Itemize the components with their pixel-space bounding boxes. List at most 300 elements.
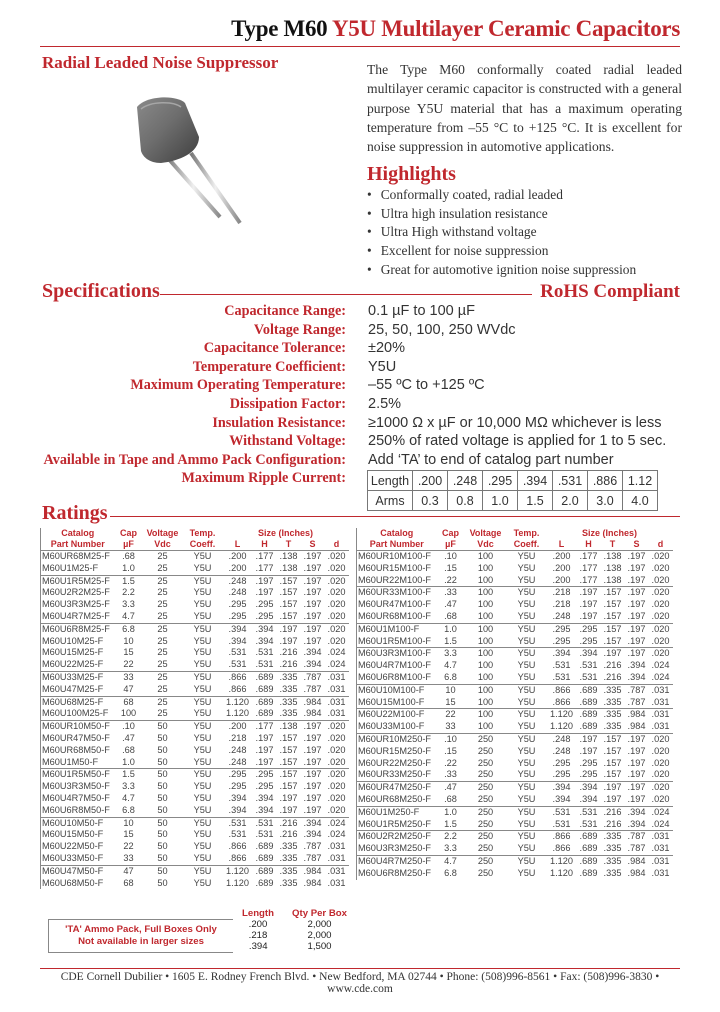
table-cell: .031 [649, 721, 673, 733]
table-row [357, 648, 673, 660]
table-cell: .689 [255, 877, 274, 888]
table-cell: 100 [477, 562, 494, 573]
ammo-length-cell: .394 [248, 941, 268, 952]
ripple-arms-cell: 0.3 [413, 491, 448, 511]
col-catalog: Catalog [380, 528, 414, 538]
table-cell: Y5U [183, 563, 223, 575]
table-row [41, 623, 349, 635]
table-cell: 2.2 [444, 831, 457, 842]
table-cell: .031 [325, 853, 349, 865]
table-cell: .394 [303, 647, 322, 658]
table-cell: 1.120 [226, 865, 249, 876]
col-H: H [253, 539, 277, 551]
spec-label: Available in Tape and Ammo Pack Configuration: [43, 451, 346, 468]
table-cell: .394 [255, 623, 274, 634]
table-cell: .157 [603, 587, 622, 598]
part-number-cell: M60U10M100-F [358, 684, 425, 695]
table-row [357, 819, 673, 831]
part-number-cell: M60UR68M250-F [357, 794, 437, 806]
table-cell: .394 [303, 817, 322, 828]
part-number-cell: M60U3R3M250-F [357, 843, 437, 855]
table-cell: .787 [625, 843, 649, 855]
table-cell: .157 [279, 744, 298, 755]
table-cell: .031 [649, 843, 673, 855]
table-cell: .531 [228, 647, 247, 658]
table-cell: .295 [552, 623, 571, 634]
table-cell: .197 [625, 575, 649, 587]
table-cell: .197 [601, 794, 625, 806]
table-cell: Y5U [193, 599, 212, 610]
part-number-cell: M60U1M100-F [358, 623, 420, 634]
table-cell: .216 [277, 659, 301, 671]
table-cell: .157 [277, 611, 301, 623]
spec-row [40, 396, 680, 415]
table-cell: 33 [123, 671, 134, 682]
table-cell: .394 [579, 648, 598, 659]
table-row [41, 878, 349, 890]
table-cell: 1.0 [115, 757, 143, 769]
table-cell: .394 [552, 782, 571, 793]
table-cell: Y5U [517, 648, 536, 659]
table-cell: .295 [577, 636, 601, 648]
table-cell: Y5U [193, 671, 212, 682]
table-cell: Y5U [193, 647, 212, 658]
table-cell: Y5U [193, 721, 212, 732]
table-cell: .295 [255, 781, 274, 792]
part-number-cell: M60U6R8M25-F [42, 623, 110, 634]
table-cell: 25 [157, 696, 168, 707]
table-cell: .216 [601, 819, 625, 831]
table-cell: 1.120 [223, 708, 253, 720]
table-cell: .197 [627, 733, 646, 744]
table-cell: .531 [579, 660, 598, 671]
spec-value: 0.1 µF to 100 µF [368, 303, 475, 319]
table-cell: 25 [143, 611, 183, 623]
table-cell: .197 [303, 721, 322, 732]
table-cell: .866 [547, 697, 577, 709]
table-cell: .394 [627, 806, 646, 817]
ripple-length-cell: .531 [553, 471, 588, 491]
table-cell: .335 [277, 684, 301, 696]
part-number-cell: M60U1M250-F [358, 806, 420, 817]
table-row [41, 745, 349, 757]
table-cell: .335 [601, 721, 625, 733]
part-number-cell: M60U2R2M250-F [358, 831, 432, 842]
table-row [357, 831, 673, 843]
table-cell: 100 [477, 551, 494, 561]
table-cell: .020 [327, 635, 346, 646]
table-cell: Y5U [517, 867, 536, 878]
table-row [41, 659, 349, 671]
table-cell: .024 [649, 819, 673, 831]
part-number-cell: M60U1R5M250-F [357, 819, 437, 831]
table-cell: 6.8 [115, 805, 143, 817]
table-cell: 1.5 [437, 636, 465, 648]
table-cell: .197 [301, 563, 325, 575]
page-title [0, 16, 680, 42]
table-cell: .197 [303, 575, 322, 586]
col-voltage: Voltage [146, 528, 179, 538]
table-cell: 250 [465, 819, 507, 831]
title-main: Y5U Multilayer Ceramic Capacitors [331, 16, 680, 41]
table-cell: .689 [255, 696, 274, 707]
table-cell: 1.120 [550, 867, 573, 878]
table-cell: .335 [601, 843, 625, 855]
table-cell: Y5U [507, 819, 547, 831]
table-row [41, 636, 349, 648]
table-cell: .15 [444, 562, 457, 573]
part-number-cell: M60U22M100-F [358, 709, 425, 720]
table-row [357, 672, 673, 684]
table-cell: .024 [327, 829, 346, 840]
table-cell: .020 [327, 587, 346, 598]
table-cell: .689 [577, 843, 601, 855]
spec-value: 2.5% [368, 396, 402, 412]
table-cell: .394 [303, 829, 322, 840]
part-number-cell: M60U10M50-F [42, 817, 104, 828]
table-cell: 25 [157, 575, 168, 586]
table-cell: .394 [223, 805, 253, 817]
ratings-table-right [356, 528, 673, 880]
table-cell: .984 [627, 709, 646, 720]
table-row [357, 575, 673, 587]
table-cell: .031 [327, 696, 346, 707]
table-cell: .197 [625, 769, 649, 781]
table-cell: .394 [255, 792, 274, 803]
table-cell: 22 [123, 841, 134, 852]
table-cell: .394 [301, 659, 325, 671]
ripple-arms-cell: 4.0 [623, 491, 658, 511]
table-cell: .024 [651, 806, 670, 817]
table-cell: 25 [143, 659, 183, 671]
table-cell: .138 [279, 721, 298, 732]
table-cell: .020 [327, 792, 346, 803]
table-cell: Y5U [507, 794, 547, 806]
table-cell: .15 [444, 745, 457, 756]
part-number-cell: M60U1R5M100-F [357, 636, 437, 648]
table-cell: 1.120 [550, 709, 573, 720]
table-cell: .218 [228, 732, 247, 743]
table-row [357, 660, 673, 672]
part-number-cell: M60UR33M100-F [358, 587, 432, 598]
table-cell: 4.7 [122, 792, 135, 803]
table-cell: 100 [477, 648, 494, 659]
ripple-length-cell: .295 [483, 471, 518, 491]
table-cell: 1.120 [226, 877, 249, 888]
table-row [41, 817, 349, 829]
table-row [41, 757, 349, 769]
table-cell: Y5U [517, 551, 536, 561]
table-cell: .197 [253, 757, 277, 769]
table-cell: 50 [157, 841, 168, 852]
table-cell: 100 [477, 709, 494, 720]
table-cell: .020 [651, 551, 670, 561]
table-cell: 4.7 [444, 855, 457, 866]
col-d: d [649, 539, 673, 551]
table-cell: Y5U [517, 623, 536, 634]
table-cell: .689 [255, 865, 274, 876]
table-cell: .157 [601, 636, 625, 648]
table-cell: .020 [327, 599, 346, 610]
table-cell: .216 [603, 806, 622, 817]
table-cell: .47 [122, 732, 135, 743]
table-cell: 33 [437, 721, 465, 733]
table-cell: .157 [279, 769, 298, 780]
table-cell: .020 [327, 769, 346, 780]
part-number-cell: M60U1M25-F [41, 563, 115, 575]
table-cell: .394 [625, 672, 649, 684]
table-cell: .197 [303, 781, 322, 792]
table-cell: Y5U [517, 855, 536, 866]
table-cell: .020 [651, 599, 670, 610]
table-cell: .197 [627, 562, 646, 573]
part-number-cell: M60U22M25-F [41, 659, 115, 671]
table-cell: Y5U [193, 635, 212, 646]
table-cell: .689 [255, 841, 274, 852]
table-cell: .295 [552, 757, 571, 768]
table-cell: 50 [157, 792, 168, 803]
table-row [357, 709, 673, 721]
ripple-length-cell: .394 [518, 471, 553, 491]
ammo-qty-header: Qty Per Box [292, 908, 347, 919]
ratings-title: Ratings [42, 502, 108, 524]
ammo-length-cell: .200 [248, 919, 268, 930]
table-cell: 25 [157, 647, 168, 658]
table-cell: .47 [444, 599, 457, 610]
table-cell: .984 [303, 696, 322, 707]
table-cell: .197 [255, 575, 274, 586]
table-cell: .335 [603, 684, 622, 695]
table-cell: Y5U [193, 829, 212, 840]
table-cell: .335 [279, 696, 298, 707]
table-cell: 50 [157, 769, 168, 780]
spec-row [40, 340, 680, 359]
table-cell: .335 [279, 841, 298, 852]
ammo-note [49, 919, 234, 952]
table-cell: Y5U [507, 721, 547, 733]
col-vdc: Vdc [465, 539, 507, 551]
table-cell: .157 [603, 623, 622, 634]
col-voltage: Voltage [469, 528, 502, 538]
table-cell: .68 [437, 611, 465, 623]
table-cell: .031 [327, 671, 346, 682]
table-cell: Y5U [193, 551, 212, 561]
ammo-pack-table [48, 908, 356, 953]
table-cell: 15 [123, 829, 134, 840]
table-cell: .335 [277, 708, 301, 720]
table-cell: .197 [303, 732, 322, 743]
table-cell: .177 [577, 575, 601, 587]
highlights-title: Highlights [367, 163, 456, 185]
table-cell: .197 [627, 782, 646, 793]
part-number-cell: M60U1R5M25-F [42, 575, 110, 586]
table-row [41, 721, 349, 733]
table-cell: Y5U [517, 831, 536, 842]
table-row [41, 611, 349, 623]
table-cell: .020 [651, 562, 670, 573]
table-row [357, 794, 673, 806]
table-cell: 1.120 [226, 696, 249, 707]
table-cell: Y5U [517, 782, 536, 793]
spec-label: Maximum Operating Temperature: [130, 377, 346, 394]
table-cell: 250 [465, 843, 507, 855]
spec-row [40, 415, 680, 434]
part-number-cell: M60UR10M100-F [358, 551, 432, 561]
table-cell: .10 [444, 551, 457, 561]
part-number-cell: M60UR68M100-F [357, 611, 437, 623]
col-size: Size (Inches) [581, 528, 637, 538]
table-cell: Y5U [517, 587, 536, 598]
table-cell: .394 [579, 782, 598, 793]
table-cell: .020 [651, 648, 670, 659]
ripple-arms-cell: 2.0 [553, 491, 588, 511]
table-cell: .177 [255, 721, 274, 732]
spec-label: Voltage Range: [253, 321, 346, 338]
ratings-table-left [40, 528, 349, 889]
table-cell: .689 [255, 671, 274, 682]
table-cell: .031 [649, 697, 673, 709]
table-cell: .138 [601, 575, 625, 587]
list-item: • Ultra high insulation resistance [367, 205, 636, 224]
table-cell: .689 [579, 831, 598, 842]
table-cell: .335 [277, 853, 301, 865]
table-row [41, 769, 349, 781]
table-cell: .197 [301, 611, 325, 623]
table-cell: Y5U [193, 744, 212, 755]
table-cell: .200 [552, 551, 571, 561]
table-cell: 3.3 [437, 843, 465, 855]
table-cell: .22 [444, 757, 457, 768]
capacitor-image [125, 95, 275, 225]
ripple-length-row [368, 471, 658, 491]
table-cell: 25 [157, 635, 168, 646]
table-cell: 250 [477, 745, 494, 756]
table-cell: Y5U [507, 636, 547, 648]
table-cell: .020 [327, 744, 346, 755]
ripple-arms-cell: 1.5 [518, 491, 553, 511]
table-cell: Y5U [193, 587, 212, 598]
table-row [357, 623, 673, 635]
table-cell: .10 [444, 733, 457, 744]
table-row [357, 611, 673, 623]
ammo-qty-cell: 2,000 [307, 919, 332, 930]
part-number-cell: M60U2R2M25-F [42, 587, 110, 598]
ratings-divider [110, 516, 680, 517]
table-row [357, 563, 673, 575]
table-cell: .531 [228, 829, 247, 840]
table-cell: .248 [552, 733, 571, 744]
table-cell: .197 [627, 745, 646, 756]
table-cell: 100 [465, 611, 507, 623]
table-cell: .531 [255, 829, 274, 840]
table-cell: .200 [223, 563, 253, 575]
table-cell: 100 [465, 697, 507, 709]
part-number-cell: M60U6R8M50-F [41, 805, 115, 817]
table-cell: .197 [279, 623, 298, 634]
table-cell: Y5U [193, 623, 212, 634]
part-number-cell: M60U3R3M100-F [358, 648, 432, 659]
table-cell: 3.3 [122, 599, 135, 610]
footer-divider [40, 968, 680, 969]
ripple-current-table [367, 470, 658, 511]
part-number-cell: M60UR47M100-F [358, 599, 432, 610]
table-cell: .157 [603, 745, 622, 756]
table-cell: .157 [279, 732, 298, 743]
table-cell: 47 [115, 684, 143, 696]
table-cell: 6.8 [444, 867, 457, 878]
specifications-title: Specifications [42, 280, 160, 302]
table-cell: .177 [253, 563, 277, 575]
table-cell: .024 [327, 647, 346, 658]
spec-label: Temperature Coefficient: [192, 358, 346, 375]
part-number-cell: M60U33M50-F [41, 853, 115, 865]
table-cell: Y5U [193, 792, 212, 803]
col-part-number: Part Number [41, 539, 115, 551]
table-cell: .197 [255, 732, 274, 743]
table-cell: .335 [603, 855, 622, 866]
part-number-cell: M60U4R7M100-F [358, 660, 432, 671]
table-cell: .216 [279, 829, 298, 840]
table-cell: .020 [327, 721, 346, 732]
ripple-arms-cell: 3.0 [588, 491, 623, 511]
table-cell: .157 [279, 599, 298, 610]
table-cell: 1.0 [444, 623, 457, 634]
table-cell: .197 [279, 635, 298, 646]
part-number-cell: M60U68M50-F [42, 877, 104, 888]
table-row [41, 647, 349, 659]
table-cell: 50 [143, 853, 183, 865]
col-d: d [325, 539, 349, 551]
table-cell: .020 [651, 757, 670, 768]
table-cell: .177 [579, 551, 598, 561]
table-cell: Y5U [193, 841, 212, 852]
table-cell: Y5U [517, 599, 536, 610]
part-number-cell: M60U100M25-F [41, 708, 115, 720]
spec-label: Insulation Resistance: [212, 414, 346, 431]
table-cell: Y5U [193, 781, 212, 792]
table-cell: 250 [477, 733, 494, 744]
table-cell: 1.5 [122, 769, 135, 780]
table-cell: .197 [579, 745, 598, 756]
rohs-badge: RoHS Compliant [540, 281, 680, 302]
table-cell: .248 [547, 611, 577, 623]
table-row [41, 575, 349, 587]
table-cell: .197 [627, 599, 646, 610]
table-cell: .787 [625, 697, 649, 709]
table-row [41, 853, 349, 865]
title-prefix: Type M60 [231, 16, 328, 41]
table-cell: 250 [477, 757, 494, 768]
table-cell: .020 [327, 551, 346, 561]
col-coeff: Coeff. [507, 539, 547, 551]
table-cell: 250 [477, 831, 494, 842]
table-cell: .394 [228, 792, 247, 803]
table-row [41, 708, 349, 720]
table-cell: Y5U [507, 697, 547, 709]
spec-row [40, 303, 680, 322]
table-cell: .984 [301, 708, 325, 720]
table-cell: 1.0 [444, 806, 457, 817]
table-cell: Y5U [517, 806, 536, 817]
table-cell: Y5U [507, 672, 547, 684]
table-cell: 50 [157, 877, 168, 888]
spec-value: ≥1000 Ω x µF or 10,000 MΩ whichever is less [368, 414, 662, 431]
table-row [41, 733, 349, 745]
table-cell: .984 [303, 865, 322, 876]
table-cell: .197 [301, 805, 325, 817]
table-cell: .020 [327, 575, 346, 586]
part-number-cell: M60U6R8M100-F [357, 672, 437, 684]
